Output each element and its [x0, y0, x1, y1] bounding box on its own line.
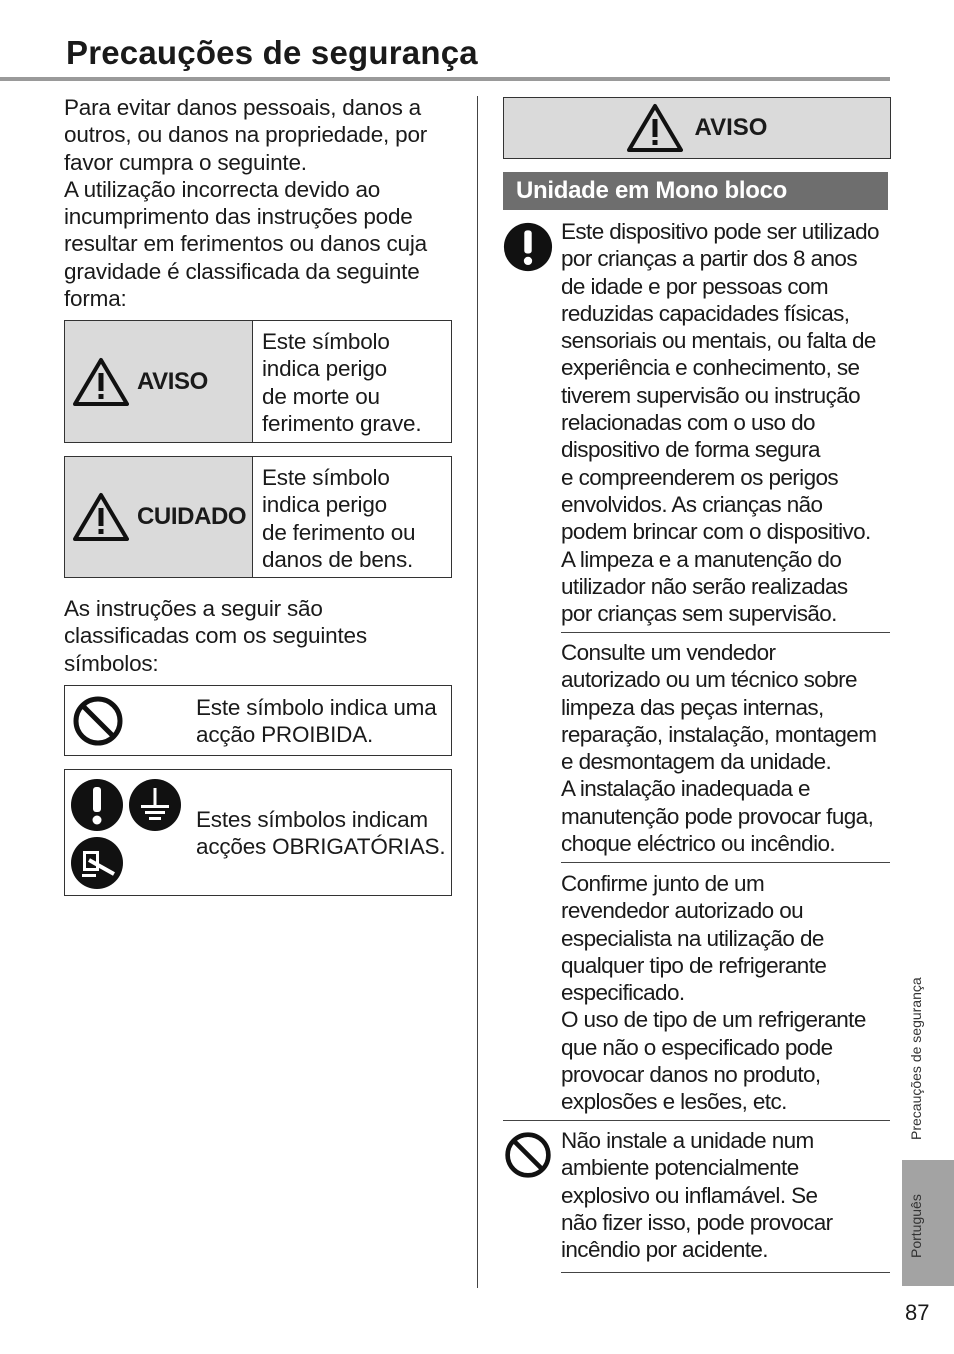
cuidado-legend-label-cell: [65, 457, 253, 577]
mandatory-legend-icon-cell: [65, 770, 187, 895]
warning-item-children: Este dispositivo pode ser utilizado por crianças a partir dos 8 anos de idade e por pessoas com reduzidas capacidades físicas, sensoriais ou mentais, ou falta de experiência e conhecimento, se tiverem supervisão ou instrução relacionadas com o uso do dispositivo de forma segura e compreenderem os perigos envolvidos. As crianças não podem brincar com o dispositivo. A limpeza e a manutenção do utilizador não serão realizadas por crianças sem supervisão.: [561, 219, 879, 627]
item-divider: [561, 862, 890, 863]
symbols-intro-text: As instruções a seguir são classificadas com os seguintes símbolos:: [64, 596, 367, 676]
cuidado-legend-desc: Este símbolo indica perigo de ferimento ou danos de bens.: [262, 465, 416, 572]
item-divider: [503, 1120, 890, 1121]
cuidado-legend-label: CUIDADO: [137, 503, 247, 530]
aviso-legend-box: [64, 320, 452, 443]
sidebar-section-label: Precauções de segurança: [908, 977, 924, 1140]
warning-item-service: Consulte um vendedor autorizado ou um técnico sobre limpeza das peças internas, reparação, instalação, montagem e desmontagem da unidade. A instalação inadequada e manutenção pode provocar fuga, choque eléctrico ou incêndio.: [561, 640, 877, 857]
warning-header-label: AVISO: [694, 114, 768, 141]
cuidado-legend-box: [64, 456, 452, 578]
aviso-legend-label: AVISO: [137, 367, 208, 395]
column-divider: [477, 96, 478, 1288]
item-divider: [561, 1272, 890, 1273]
prohibited-legend-desc: Este símbolo indica uma acção PROIBIDA.: [196, 695, 437, 748]
mandatory-legend-desc: Estes símbolos indicam acções OBRIGATÓRIAS.: [196, 807, 446, 860]
intro-text: Para evitar danos pessoais, danos a outros, ou danos na propriedade, por favor cumpra o seguinte. A utilização incorrecta devido ao incumprimento das instruções pode resultar em ferimentos ou danos cuja gravidade é classificada da seguinte forma:: [64, 95, 428, 312]
page-number: 87: [905, 1300, 930, 1325]
aviso-legend-desc: Este símbolo indica perigo de morte ou ferimento grave.: [262, 329, 422, 436]
warning-item-refrigerant: Confirme junto de um revendedor autorizado ou especialista na utilização de qualquer tipo de refrigerante especificado. O uso de tipo de um refrigerante que não o especificado pode provocar danos no produto, explosões e lesões, etc.: [561, 871, 866, 1115]
page-title: Precauções de segurança: [66, 34, 478, 71]
ground-earth-icon: [128, 778, 182, 832]
mandatory-legend-box: [64, 769, 452, 896]
warning-triangle-icon: [73, 357, 129, 407]
exclamation-mandatory-icon: [503, 222, 553, 272]
prohibited-icon: [71, 694, 125, 748]
exclamation-mandatory-icon: [70, 778, 124, 832]
section-title-bar: Unidade em Mono bloco: [503, 172, 888, 210]
warning-header-box: [503, 97, 891, 159]
prohibited-icon: [503, 1130, 553, 1180]
warning-triangle-icon: [627, 103, 683, 153]
aviso-legend-label-cell: [65, 321, 253, 442]
title-divider: [0, 77, 890, 81]
item-divider: [561, 632, 890, 633]
unplug-power-icon: [70, 836, 124, 890]
warning-item-explosive: Não instale a unidade num ambiente potencialmente explosivo ou inflamável. Se não fizer isso, pode provocar incêndio por acidente.: [561, 1128, 833, 1263]
prohibited-legend-icon-cell: [65, 686, 187, 755]
caution-triangle-icon: [73, 492, 129, 542]
language-tab-label: Português: [908, 1194, 924, 1258]
prohibited-legend-box: [64, 685, 452, 756]
